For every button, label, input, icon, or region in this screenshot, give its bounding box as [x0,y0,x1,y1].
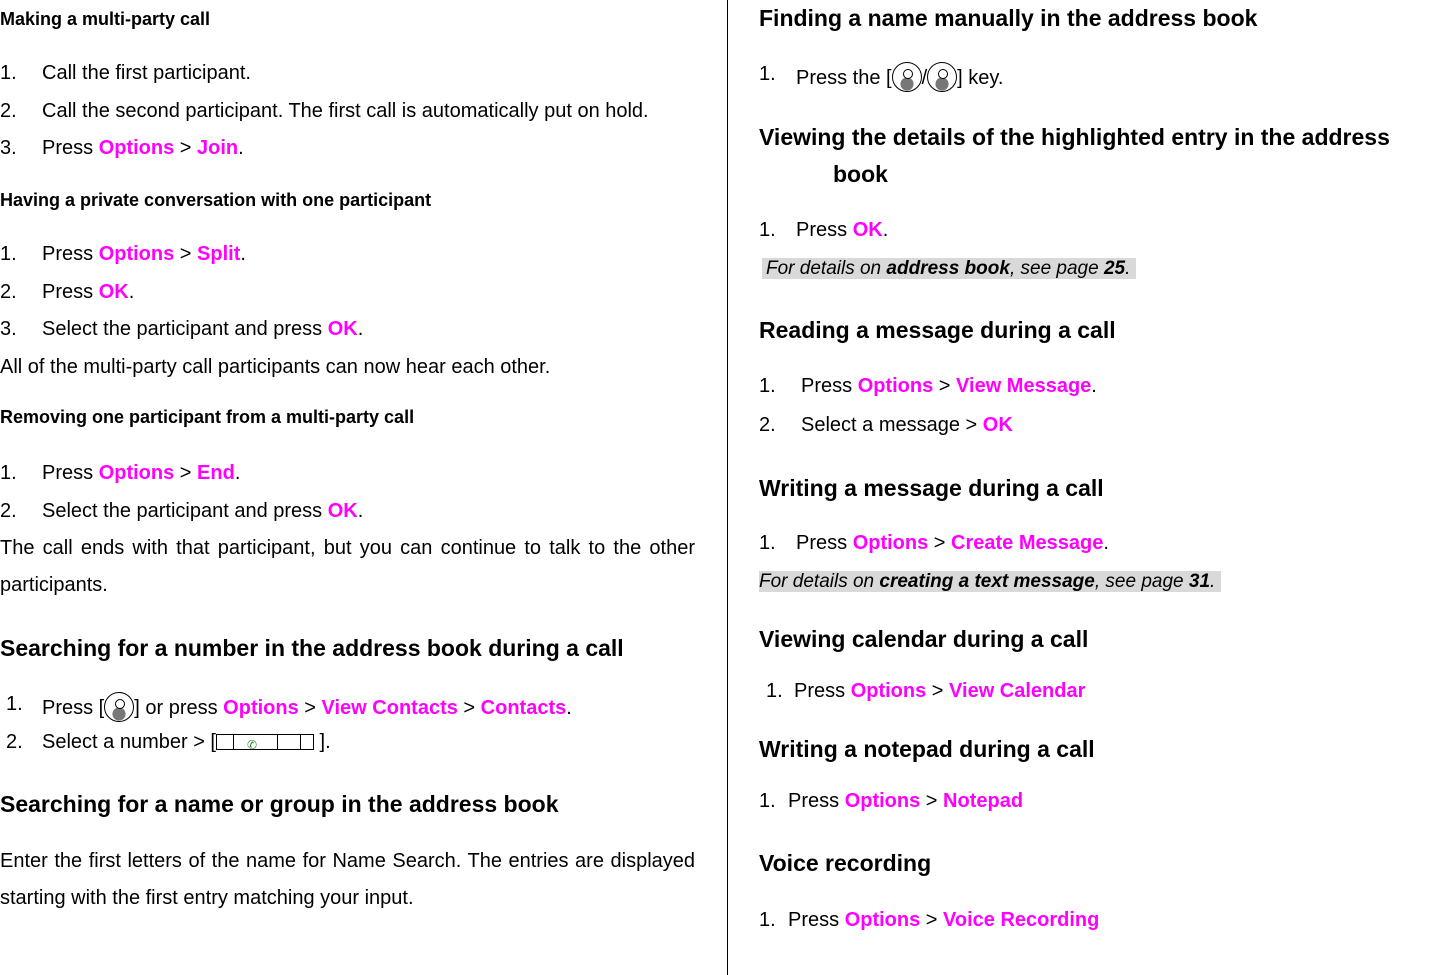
step-number: 1. [759,790,776,812]
step-text: Press [42,243,99,265]
options-softkey-label: Options [98,462,175,484]
punctuation: . [357,500,364,522]
navigation-up-key-icon [892,62,922,92]
handset-icon: ✆ [246,738,258,752]
options-softkey-label: Options [852,532,929,554]
punctuation: ]. [313,731,331,753]
section-title-calendar: Viewing calendar during a call [759,626,1089,652]
step-text: Press [ [42,697,105,719]
options-softkey-label: Options [223,697,299,719]
ok-softkey-label: OK [852,219,883,241]
punctuation: . [566,697,572,719]
punctuation: . [1091,375,1097,397]
menu-separator: > [174,243,198,265]
ok-softkey-label: OK [98,281,129,303]
step-number: 1. [759,63,776,85]
section-title-search-name: Searching for a name or group in the address book [0,791,559,817]
step-number: 1. [759,532,776,554]
step-number: 1. [759,375,776,397]
section-title-finding: Finding a name manually in the address book [759,5,1258,31]
join-menu-label: Join [197,137,239,159]
punctuation: . [882,219,889,241]
step-number: 1. [759,909,776,931]
section-title-viewing: Viewing the details of the highlighted entry in the address [759,124,1390,150]
navigation-down-key-icon [927,62,957,92]
step-number: 1. [6,693,23,715]
step-text: Select the participant and press [42,318,328,340]
note-text: For details on [759,571,880,592]
step-text: Press [796,532,853,554]
step-text: Press [788,909,845,931]
column-divider [727,0,728,975]
step-number: 1. [759,219,776,241]
menu-separator: > [920,909,944,931]
options-softkey-label: Options [857,375,934,397]
section-title-notepad: Writing a notepad during a call [759,736,1095,762]
end-menu-label: End [197,462,235,484]
step-text: Press [788,790,845,812]
options-softkey-label: Options [844,790,921,812]
punctuation: . [128,281,135,303]
punctuation: . [1125,258,1131,279]
step-text: ] key. [957,67,1004,89]
step-text: Press [42,462,99,484]
note-text: , see page [1009,258,1104,279]
body-text: All of the multi-party call participants can now hear each other. [0,356,551,378]
step-text: Press [794,680,851,702]
step-number: 3. [0,137,17,159]
step-text: Press the [ [796,67,892,89]
note-text: For details on [766,258,887,279]
navigation-key-icon [104,692,134,722]
voice-recording-menu-label: Voice Recording [943,909,1100,931]
punctuation: . [240,243,246,265]
ok-softkey-label: OK [982,414,1013,436]
body-text: Enter the first letters of the name for Name Search. The entries are displayed starting with the first entry matching your input. [0,850,695,909]
menu-separator: > [174,137,198,159]
punctuation: . [1103,532,1109,554]
step-number: 2. [0,281,17,303]
punctuation: . [357,318,364,340]
ok-softkey-label: OK [327,500,358,522]
view-message-menu-label: View Message [956,375,1092,397]
section-title-search-number: Searching for a number in the address book during a call [0,635,624,661]
punctuation: . [1210,571,1216,592]
menu-separator: > [298,697,322,719]
step-text: Call the second participant. The first call is automatically put on hold. [42,100,649,122]
note-topic: creating a text message [879,571,1095,592]
menu-separator: > [174,462,198,484]
step-text: Select a message > [801,414,983,436]
create-message-menu-label: Create Message [951,532,1104,554]
menu-separator: > [933,375,957,397]
options-softkey-label: Options [844,909,921,931]
step-number: 1. [766,680,783,702]
call-key-icon [216,734,314,750]
note-text: , see page [1094,571,1189,592]
step-text: Press [796,219,853,241]
ok-softkey-label: OK [327,318,358,340]
step-text: Press [801,375,858,397]
note-page-number: 25 [1103,258,1126,279]
step-number: 1. [0,462,17,484]
step-number: 1. [0,243,17,265]
punctuation: . [238,137,244,159]
view-contacts-menu-label: View Contacts [321,697,458,719]
menu-separator: > [928,532,952,554]
section-title-multi-party: Making a multi-party call [0,9,211,29]
reference-note [759,569,1221,594]
step-number: 2. [0,100,17,122]
step-text: Select the participant and press [42,500,328,522]
step-text: Press [42,281,99,303]
step-number: 2. [6,731,23,753]
body-text: The call ends with that participant, but you can continue to talk to the other participants. [0,537,695,596]
step-number: 2. [0,500,17,522]
view-calendar-menu-label: View Calendar [949,680,1086,702]
step-text: ] or press [134,697,224,719]
section-title-reading: Reading a message during a call [759,317,1116,343]
step-number: 3. [0,318,17,340]
step-number: 1. [0,62,17,84]
menu-separator: > [926,680,950,702]
note-page-number: 31 [1188,571,1211,592]
section-title-writing-message: Writing a message during a call [759,475,1104,501]
step-text: Select a number > [ [42,731,216,753]
section-title-voice: Voice recording [759,850,932,876]
step-number: 2. [759,414,776,436]
section-title-viewing-cont: book [833,161,888,187]
menu-separator: > [920,790,944,812]
reference-note [762,256,1136,281]
options-softkey-label: Options [98,243,175,265]
split-menu-label: Split [197,243,241,265]
options-softkey-label: Options [850,680,927,702]
notepad-menu-label: Notepad [943,790,1024,812]
menu-separator: > [457,697,481,719]
step-text: Call the first participant. [42,62,251,84]
contacts-menu-label: Contacts [480,697,567,719]
step-text: / [921,67,928,89]
section-title-private: Having a private conversation with one participant [0,190,432,210]
section-title-removing: Removing one participant from a multi-party call [0,407,415,427]
punctuation: . [234,462,241,484]
step-text: Press [42,137,99,159]
options-softkey-label: Options [98,137,175,159]
note-topic: address book [886,258,1010,279]
